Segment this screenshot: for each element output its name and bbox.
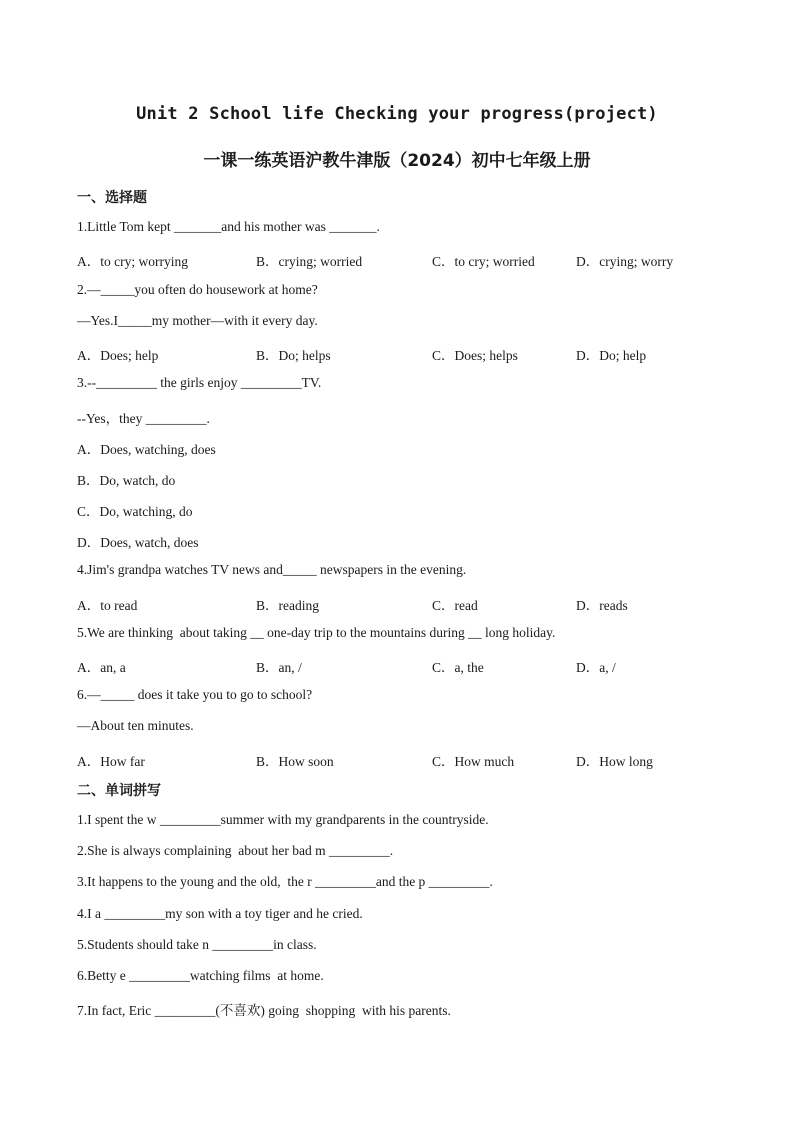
page-subtitle: 一课一练英语沪教牛津版（2024）初中七年级上册: [203, 151, 591, 171]
option-b: B．crying; worried: [256, 254, 363, 269]
option-b: B．reading: [256, 598, 319, 613]
spelling-item: 1.I spent the w _________summer with my grandparents in the countryside.: [77, 812, 489, 827]
option-b: B．Do; helps: [256, 348, 331, 363]
option-d: D．a, /: [576, 660, 616, 675]
spelling-item: 7.In fact, Eric _________(不喜欢) going shopping with his parents.: [77, 1003, 451, 1018]
question-line: 1.Little Tom kept _______and his mother was _______.: [77, 219, 380, 234]
option-d: D．crying; worry: [576, 254, 674, 269]
option-c: C．Do, watching, do: [77, 504, 193, 519]
question-line: 2.—_____you often do housework at home?: [77, 282, 318, 297]
section-heading-choice: 一、选择题: [77, 190, 147, 206]
option-a: A．Does, watching, does: [77, 442, 216, 457]
option-d: D．Do; help: [576, 348, 647, 363]
option-b: B．Do, watch, do: [77, 473, 176, 488]
option-c: C．read: [432, 598, 478, 613]
spelling-item: 3.It happens to the young and the old, the r _________and the p _________.: [77, 874, 493, 889]
option-a: A．to cry; worrying: [77, 254, 188, 269]
option-c: C．Does; helps: [432, 348, 518, 363]
spelling-item: 6.Betty e _________watching films at home.: [77, 968, 324, 983]
question-line: 4.Jim's grandpa watches TV news and_____ newspapers in the evening.: [77, 562, 467, 577]
spelling-item: 5.Students should take n _________in class.: [77, 937, 317, 952]
option-c: C．a, the: [432, 660, 484, 675]
option-c: C．to cry; worried: [432, 254, 535, 269]
option-d: D．reads: [576, 598, 628, 613]
option-d: D．How long: [576, 754, 653, 769]
spelling-item: 4.I a _________my son with a toy tiger and he cried.: [77, 906, 363, 921]
question-line: 6.—_____ does it take you to go to school?: [77, 687, 313, 702]
option-a: A．an, a: [77, 660, 126, 675]
spelling-item: 2.She is always complaining about her bad m _________.: [77, 843, 394, 858]
option-a: A．Does; help: [77, 348, 159, 363]
option-b: B．an, /: [256, 660, 302, 675]
question-line: —Yes.I_____my mother—with it every day.: [77, 313, 318, 328]
option-a: A．to read: [77, 598, 138, 613]
section-heading-spelling: 二、单词拼写: [77, 783, 161, 799]
question-line: —About ten minutes.: [77, 718, 194, 733]
option-d: D．Does, watch, does: [77, 535, 199, 550]
option-b: B．How soon: [256, 754, 334, 769]
question-line: 5.We are thinking about taking __ one-day trip to the mountains during __ long holiday.: [77, 625, 556, 640]
question-line: 3.--_________ the girls enjoy _________TV.: [77, 375, 322, 390]
question-line: --Yes，they _________.: [77, 411, 210, 426]
option-a: A．How far: [77, 754, 145, 769]
page-title: Unit 2 School life Checking your progress(project): [136, 104, 658, 124]
option-c: C．How much: [432, 754, 515, 769]
